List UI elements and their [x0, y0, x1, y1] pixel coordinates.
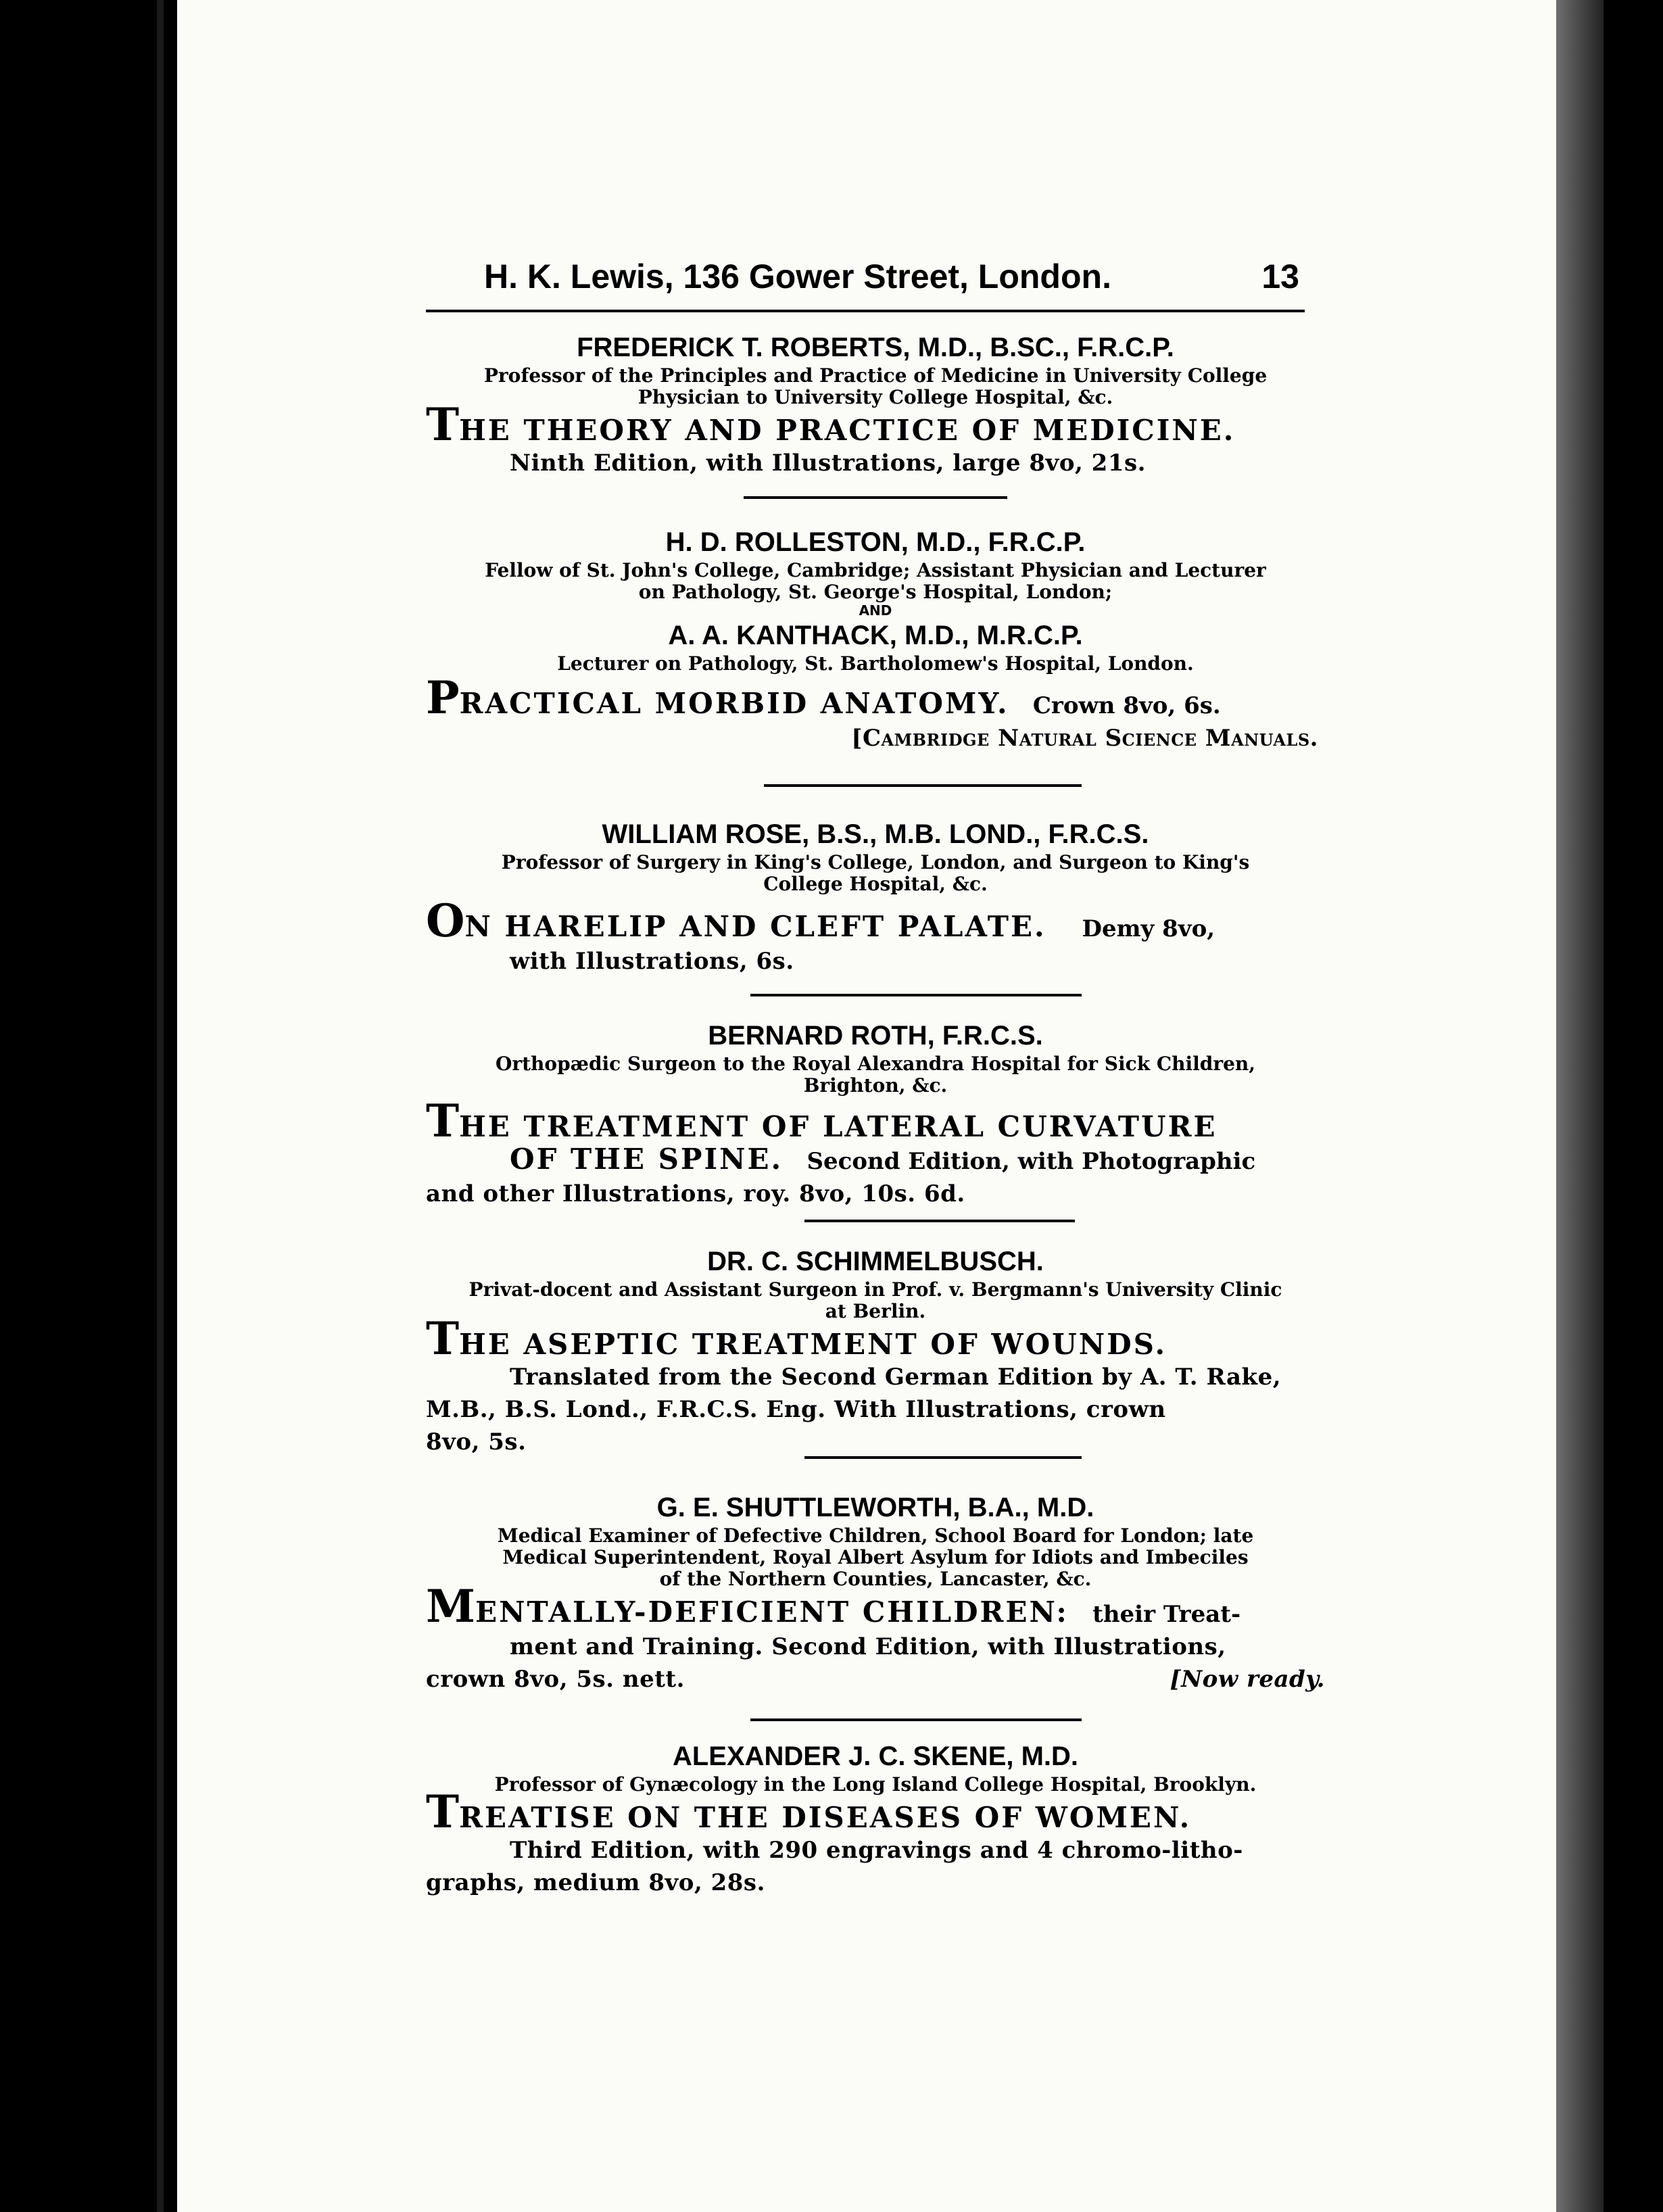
book-price: Crown 8vo, 6s. [1032, 692, 1221, 719]
author-name: FREDERICK T. ROBERTS, M.D., B.SC., F.R.C.P. [577, 333, 1174, 362]
author-name: DR. C. SCHIMMELBUSCH. [707, 1247, 1044, 1276]
author-name: A. A. KANTHACK, M.D., M.R.C.P. [668, 621, 1083, 650]
book-format: Demy 8vo, [1082, 915, 1215, 942]
section-divider [750, 994, 1082, 996]
book-details-line [426, 1663, 1325, 1696]
book-title: TREATISE ON THE DISEASES OF WOMEN. [426, 1785, 1192, 1838]
section-divider [764, 784, 1082, 787]
author-affiliation: College Hospital, &c. [763, 873, 988, 895]
author-name: G. E. SHUTTLEWORTH, B.A., M.D. [656, 1493, 1094, 1522]
author-name: BERNARD ROTH, F.R.C.S. [708, 1021, 1043, 1051]
book-price: crown 8vo, 5s. nett. [426, 1666, 685, 1693]
author-name: ALEXANDER J. C. SKENE, M.D. [672, 1741, 1079, 1771]
page-edge-shadow [1556, 0, 1604, 2212]
author-name: WILLIAM ROSE, B.S., M.B. LOND., F.R.C.S. [602, 819, 1149, 849]
book-details: ment and Training. Second Edition, with Illustrations, [510, 1633, 1226, 1660]
book-entry-roberts [426, 330, 1325, 479]
header-rule [426, 310, 1305, 312]
book-details: graphs, medium 8vo, 28s. [426, 1869, 765, 1896]
author-affiliation: Medical Examiner of Defective Children, School Board for London; late [497, 1524, 1254, 1547]
author-affiliation: Lecturer on Pathology, St. Bartholomew's Hospital, London. [557, 652, 1194, 675]
book-entry-roth [426, 1018, 1325, 1210]
author-affiliation: Medical Superintendent, Royal Albert Asylum for Idiots and Imbeciles [502, 1546, 1249, 1568]
book-entry-shuttleworth [426, 1490, 1325, 1696]
section-divider [804, 1456, 1082, 1459]
book-title: ON HARELIP AND CLEFT PALATE. Demy 8vo, [426, 894, 1215, 947]
book-entry-rolleston-kanthack [426, 525, 1325, 754]
book-title: PRACTICAL MORBID ANATOMY. Crown 8vo, 6s. [426, 671, 1221, 724]
author-affiliation: at Berlin. [825, 1300, 926, 1322]
section-divider [804, 1220, 1075, 1222]
author-affiliation: Physician to University College Hospital, &c. [637, 386, 1113, 408]
book-spine-edge [157, 0, 164, 2212]
book-entry-skene [426, 1739, 1325, 1899]
book-details: Translated from the Second German Edition by A. T. Rake, [510, 1364, 1282, 1391]
book-details: and other Illustrations, roy. 8vo, 10s. 6d. [426, 1180, 965, 1207]
running-head [426, 257, 1325, 304]
author-connector: AND [859, 602, 892, 619]
book-title: THE THEORY AND PRACTICE OF MEDICINE. [426, 398, 1236, 451]
author-name: H. D. ROLLESTON, M.D., F.R.C.P. [665, 527, 1086, 557]
book-title: THE ASEPTIC TREATMENT OF WOUNDS. [426, 1312, 1167, 1365]
author-affiliation: Orthopædic Surgeon to the Royal Alexandra Hospital for Sick Children, [495, 1053, 1256, 1075]
book-series: [Cambridge Natural Science Manuals. [851, 725, 1318, 752]
book-details: M.B., B.S. Lond., F.R.C.S. Eng. With Illustrations, crown [426, 1396, 1166, 1423]
book-entry-rose [426, 817, 1325, 978]
author-affiliation: Professor of the Principles and Practice of Medicine in University College [483, 364, 1268, 387]
book-title: THE TREATMENT OF LATERAL CURVATURE [426, 1095, 1218, 1147]
author-affiliation: Brighton, &c. [803, 1074, 948, 1097]
author-affiliation: Fellow of St. John's College, Cambridge; Assistant Physician and Lecturer [485, 559, 1266, 581]
book-title-continuation: their Treat- [1092, 1601, 1241, 1628]
availability-status: [Now ready. [1170, 1666, 1325, 1693]
author-affiliation: Professor of Gynæcology in the Long Island College Hospital, Brooklyn. [494, 1773, 1257, 1796]
author-affiliation: on Pathology, St. George's Hospital, London; [638, 581, 1113, 603]
book-title-line2: OF THE SPINE. Second Edition, with Photographic [510, 1143, 1256, 1176]
book-edition: Second Edition, with Photographic [806, 1148, 1256, 1175]
page-number: 13 [1261, 258, 1299, 295]
book-details: 8vo, 5s. [426, 1428, 527, 1456]
author-affiliation: Professor of Surgery in King's College, London, and Surgeon to King's [501, 851, 1250, 873]
book-details: Third Edition, with 290 engravings and 4 chromo-litho- [510, 1837, 1243, 1864]
scan-left-margin [0, 0, 142, 2212]
author-affiliation: Privat-docent and Assistant Surgeon in Prof. v. Bergmann's University Clinic [468, 1278, 1282, 1301]
book-title: MENTALLY-DEFICIENT CHILDREN: their Treat- [426, 1580, 1241, 1633]
section-divider [750, 1718, 1082, 1721]
publisher-address: H. K. Lewis, 136 Gower Street, London. [484, 258, 1111, 295]
section-divider [744, 496, 1007, 499]
book-details: Ninth Edition, with Illustrations, large 8vo, 21s. [510, 450, 1146, 477]
author-affiliation: of the Northern Counties, Lancaster, &c. [659, 1568, 1092, 1590]
book-entry-schimmelbusch [426, 1244, 1325, 1458]
book-details: with Illustrations, 6s. [510, 948, 794, 975]
